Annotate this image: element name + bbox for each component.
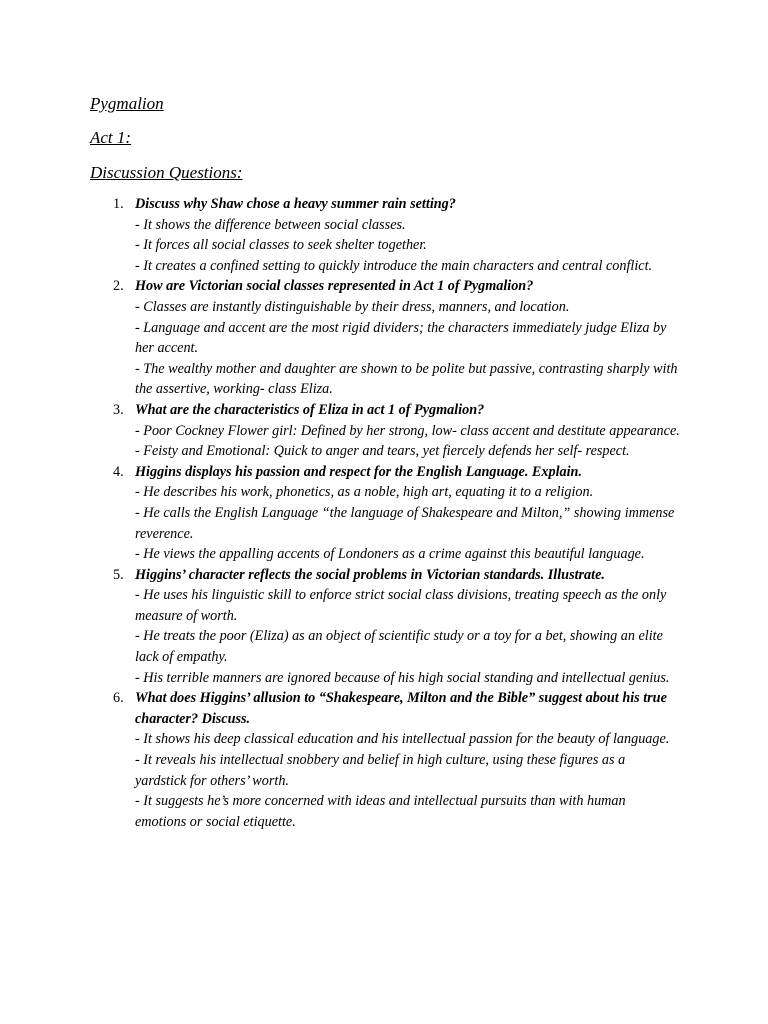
question-item-3	[0, 400, 680, 462]
answer-line: - His terrible manners are ignored because of his high social standing and intellectual genius.	[135, 669, 670, 686]
answer-line: - It shows the difference between social classes.	[135, 216, 406, 233]
question-item-4	[0, 462, 680, 565]
question-text: What are the characteristics of Eliza in act 1 of Pygmalion?	[135, 401, 485, 418]
answer-line: - It reveals his intellectual snobbery and belief in high culture, using these figures as a yardstick for others’ worth.	[135, 752, 626, 789]
question-item-5	[0, 565, 680, 689]
document-title: Pygmalion	[90, 94, 164, 113]
question-list	[0, 194, 768, 832]
section-heading: Discussion Questions:	[90, 163, 243, 182]
act-heading: Act 1:	[90, 128, 132, 147]
answer-line: - He views the appalling accents of Londoners as a crime against this beautiful language.	[135, 546, 645, 563]
answer-line: - It creates a confined setting to quickly introduce the main characters and central conflict.	[135, 257, 653, 274]
answer-line: - Feisty and Emotional: Quick to anger and tears, yet fiercely defends her self- respect.	[135, 443, 630, 460]
answer-line: - Language and accent are the most rigid dividers; the characters immediately judge Eliza by her accent.	[135, 319, 667, 357]
answer-line: - Classes are instantly distinguishable by their dress, manners, and location.	[135, 298, 570, 315]
answer-line: - He describes his work, phonetics, as a noble, high art, equating it to a religion.	[135, 484, 594, 501]
question-number: 1.	[113, 196, 124, 212]
answer-line: - It suggests he’s more concerned with ideas and intellectual pursuits than with human emotions or social etiquette.	[135, 793, 626, 830]
answer-line: - The wealthy mother and daughter are shown to be polite but passive, contrasting sharply with the assertive, working- class Eliza.	[135, 360, 678, 398]
question-number: 2.	[113, 278, 124, 295]
question-item-2	[0, 276, 680, 400]
answer-line: - He calls the English Language “the language of Shakespeare and Milton,” showing immense reverence.	[135, 504, 675, 542]
question-number: 5.	[113, 566, 124, 583]
answer-line: - He treats the poor (Eliza) as an object of scientific study or a toy for a bet, showing an elite lack of empathy.	[135, 628, 663, 666]
question-number: 4.	[113, 463, 124, 480]
question-text: Higgins displays his passion and respect for the English Language. Explain.	[135, 463, 582, 480]
question-text: What does Higgins’ allusion to “Shakespeare, Milton and the Bible” suggest about his true character? Discuss.	[135, 690, 667, 727]
question-item-6	[0, 688, 680, 832]
answer-line: - He uses his linguistic skill to enforce strict social class divisions, treating speech as the only measure of worth.	[135, 587, 667, 624]
question-number: 3.	[113, 401, 124, 418]
answer-line: - It shows his deep classical education and his intellectual passion for the beauty of language.	[135, 731, 670, 748]
answer-line: - It forces all social classes to seek shelter together.	[135, 237, 427, 254]
question-item-1	[0, 194, 680, 276]
question-text: How are Victorian social classes represented in Act 1 of Pygmalion?	[135, 278, 534, 295]
question-number: 6.	[113, 690, 124, 707]
question-text: Discuss why Shaw chose a heavy summer rain setting?	[135, 196, 456, 212]
answer-line: - Poor Cockney Flower girl: Defined by her strong, low- class accent and destitute appearance.	[135, 422, 680, 439]
question-text: Higgins’ character reflects the social problems in Victorian standards. Illustrate.	[135, 566, 605, 583]
